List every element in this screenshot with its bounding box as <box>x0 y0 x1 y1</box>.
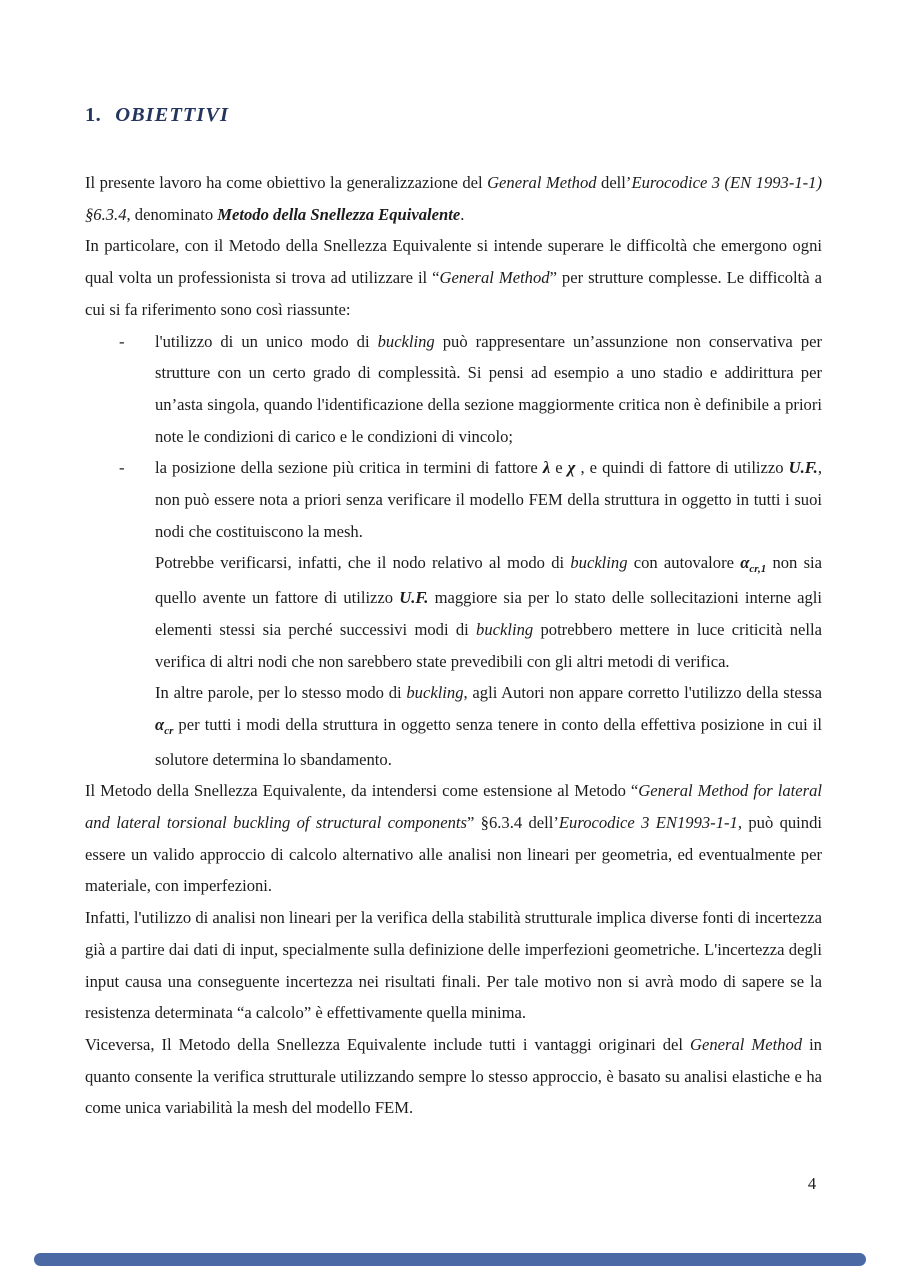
bullet-dash: - <box>119 458 125 478</box>
section-heading <box>85 104 229 127</box>
bullet-dash: - <box>119 331 125 351</box>
document-body <box>85 167 822 1124</box>
heading-number: 1. <box>85 104 102 126</box>
paragraph: In altre parole, per lo stesso modo di buckling, agli Autori non appare corretto l'utilizzo della stessa $\alpha_{cr}$ per tutti i modi della struttura in oggetto senza tenere in conto della effettiva posizione in cui il solutore determina lo sbandamento. <box>155 683 822 769</box>
paragraph: Il Metodo della Snellezza Equivalente, da intendersi come estensione al Metodo “General Method for lateral and lateral torsional buckling of structural components” §6.3.4 dell’Eurocodice 3 EN1993-1-1, può quindi essere un valido approccio di calcolo alternativo alle analisi non lineari per geometria, ed eventualmente per materiale, con imperfezioni. <box>85 781 822 896</box>
paragraph: Viceversa, Il Metodo della Snellezza Equivalente include tutti i vantaggi originari del General Method in quanto consente la verifica strutturale utilizzando sempre lo stesso approccio, è basato su analisi elastiche e ha come unica variabilità la mesh del modello FEM. <box>85 1034 822 1118</box>
list-item: - la posizione della sezione più critica in termini di fattore λ e χ , e quindi di fattore di utilizzo U.F., non può essere nota a priori senza verificare il modello FEM della struttura in oggetto in tutti i suoi nodi che costituiscono la mesh. <box>85 452 822 547</box>
paragraph: Potrebbe verificarsi, infatti, che il nodo relativo al modo di buckling con autovalore $\alpha_{cr,1}$ non sia quello avente un fattore di utilizzo U.F. maggiore sia per lo stato delle sollecitazioni interne agli elementi stessi sia perché successivi modi di buckling potrebbero mettere in luce criticità nella verifica di altri nodi che non sarebbero state prevedibili con gli altri metodi di verifica. <box>155 553 823 671</box>
footer-decoration-bar <box>34 1253 866 1266</box>
paragraph: Infatti, l'utilizzo di analisi non lineari per la verifica della stabilità strutturale implica diverse fonti di incertezza già a partire dai dati di input, specialmente sulla definizione delle imperfezioni geometriche. L'incertezza degli input causa una conseguente incertezza nei risultati finali. Per tale motivo non si avrà modo di sapere se la resistenza determinata “a calcolo” è effettivamente quella minima. <box>85 908 822 1023</box>
paragraph: In particolare, con il Metodo della Snellezza Equivalente si intende superare le difficoltà che emergono ogni qual volta un professionista si trova ad utilizzare il “General Method” per strutture complesse. Le difficoltà a cui si fa riferimento sono così riassunte: <box>85 236 822 319</box>
list-item: - l'utilizzo di un unico modo di buckling può rappresentare un’assunzione non conservativa per strutture con un certo grado di complessità. Si pensi ad esempio a uno stadio e addirittura per un’asta singola, quando l'identificazione della sezione maggiormente critica non è definibile a priori note le condizioni di carico e le condizioni di vincolo; <box>85 326 822 453</box>
page-number: 4 <box>807 1174 817 1193</box>
heading-title: OBIETTIVI <box>115 104 229 126</box>
paragraph: Il presente lavoro ha come obiettivo la generalizzazione del General Method dell’Eurocodice 3 (EN 1993-1-1) §6.3.4, denominato Metodo della Snellezza Equivalente. <box>85 173 823 224</box>
